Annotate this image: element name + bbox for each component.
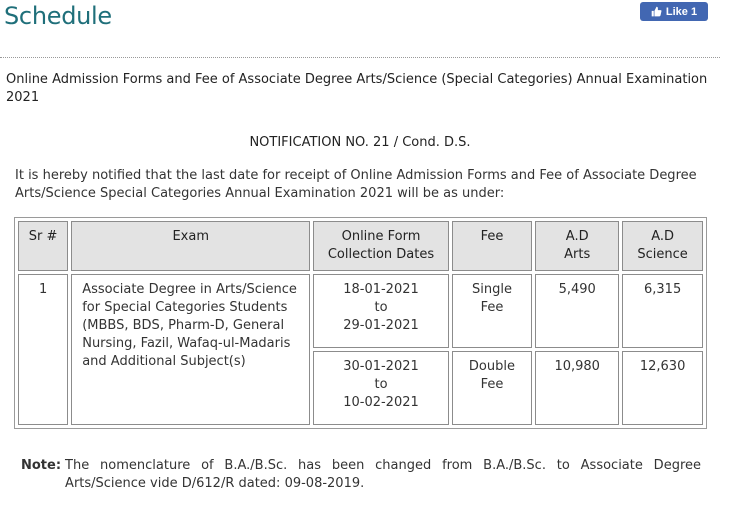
cell-dates-2 xyxy=(313,351,449,425)
thumbs-up-icon xyxy=(651,6,662,17)
header-sr: Sr # xyxy=(18,221,68,271)
cell-science-1: 6,315 xyxy=(622,274,703,348)
header-fee: Fee xyxy=(452,221,532,271)
fee-line1-2: Double xyxy=(468,359,515,374)
date-to-1: 29-01-2021 xyxy=(343,318,419,333)
header-exam: Exam xyxy=(71,221,310,271)
date-from-1: 18-01-2021 xyxy=(343,282,419,297)
header-ad-science xyxy=(622,221,703,271)
notice-subject: Online Admission Forms and Fee of Associate Degree Arts/Science (Special Categories) Annual Examination 2021 xyxy=(6,72,708,105)
notification-number: NOTIFICATION NO. 21 / Cond. D.S. xyxy=(249,135,471,150)
cell-arts-1: 5,490 xyxy=(535,274,619,348)
header-science-line1: A.D xyxy=(651,229,675,244)
cell-sr: 1 xyxy=(18,274,68,425)
fee-line2-2: Fee xyxy=(480,377,504,392)
divider xyxy=(0,57,720,58)
date-from-2: 30-01-2021 xyxy=(343,359,419,374)
header-dates-line2: Collection Dates xyxy=(327,247,435,262)
note-text: The nomenclature of B.A./B.Sc. has been changed from B.A./B.Sc. to Associate Degree Arts/Science vide D/612/R dated: 09-08-2019. xyxy=(65,458,701,491)
fee-line1-1: Single xyxy=(471,282,512,297)
notice-intro: It is hereby notified that the last date for receipt of Online Admission Forms and Fee of Associate Degree Arts/Science Special Categories Annual Examination 2021 will be as under: xyxy=(15,168,697,201)
cell-fee-2 xyxy=(452,351,532,425)
header-science-line2: Science xyxy=(637,247,688,262)
header-dates xyxy=(313,221,449,271)
cell-arts-2: 10,980 xyxy=(535,351,619,425)
table-header-row xyxy=(18,221,703,271)
facebook-like-button[interactable] xyxy=(640,2,708,21)
fee-line2-1: Fee xyxy=(480,300,504,315)
cell-fee-1 xyxy=(452,274,532,348)
date-to-2: 10-02-2021 xyxy=(343,395,419,410)
header-arts-line1: A.D xyxy=(565,229,589,244)
cell-dates-1 xyxy=(313,274,449,348)
header-dates-line1: Online Form xyxy=(341,229,421,244)
date-to-word-2: to xyxy=(374,377,388,392)
page-title: Schedule xyxy=(4,2,112,30)
date-to-word-1: to xyxy=(374,300,388,315)
note-label: Note: xyxy=(21,458,62,473)
header-arts-line2: Arts xyxy=(564,247,591,262)
cell-science-2: 12,630 xyxy=(622,351,703,425)
like-label: Like 1 xyxy=(665,5,698,18)
note xyxy=(21,457,701,493)
cell-exam: Associate Degree in Arts/Science for Special Categories Students (MBBS, BDS, Pharm-D, General Nursing, Fazil, Wafaq-ul-Madaris and Additional Subject(s) xyxy=(71,274,310,425)
schedule-table xyxy=(14,217,707,429)
table-row xyxy=(18,274,703,348)
header-ad-arts xyxy=(535,221,619,271)
